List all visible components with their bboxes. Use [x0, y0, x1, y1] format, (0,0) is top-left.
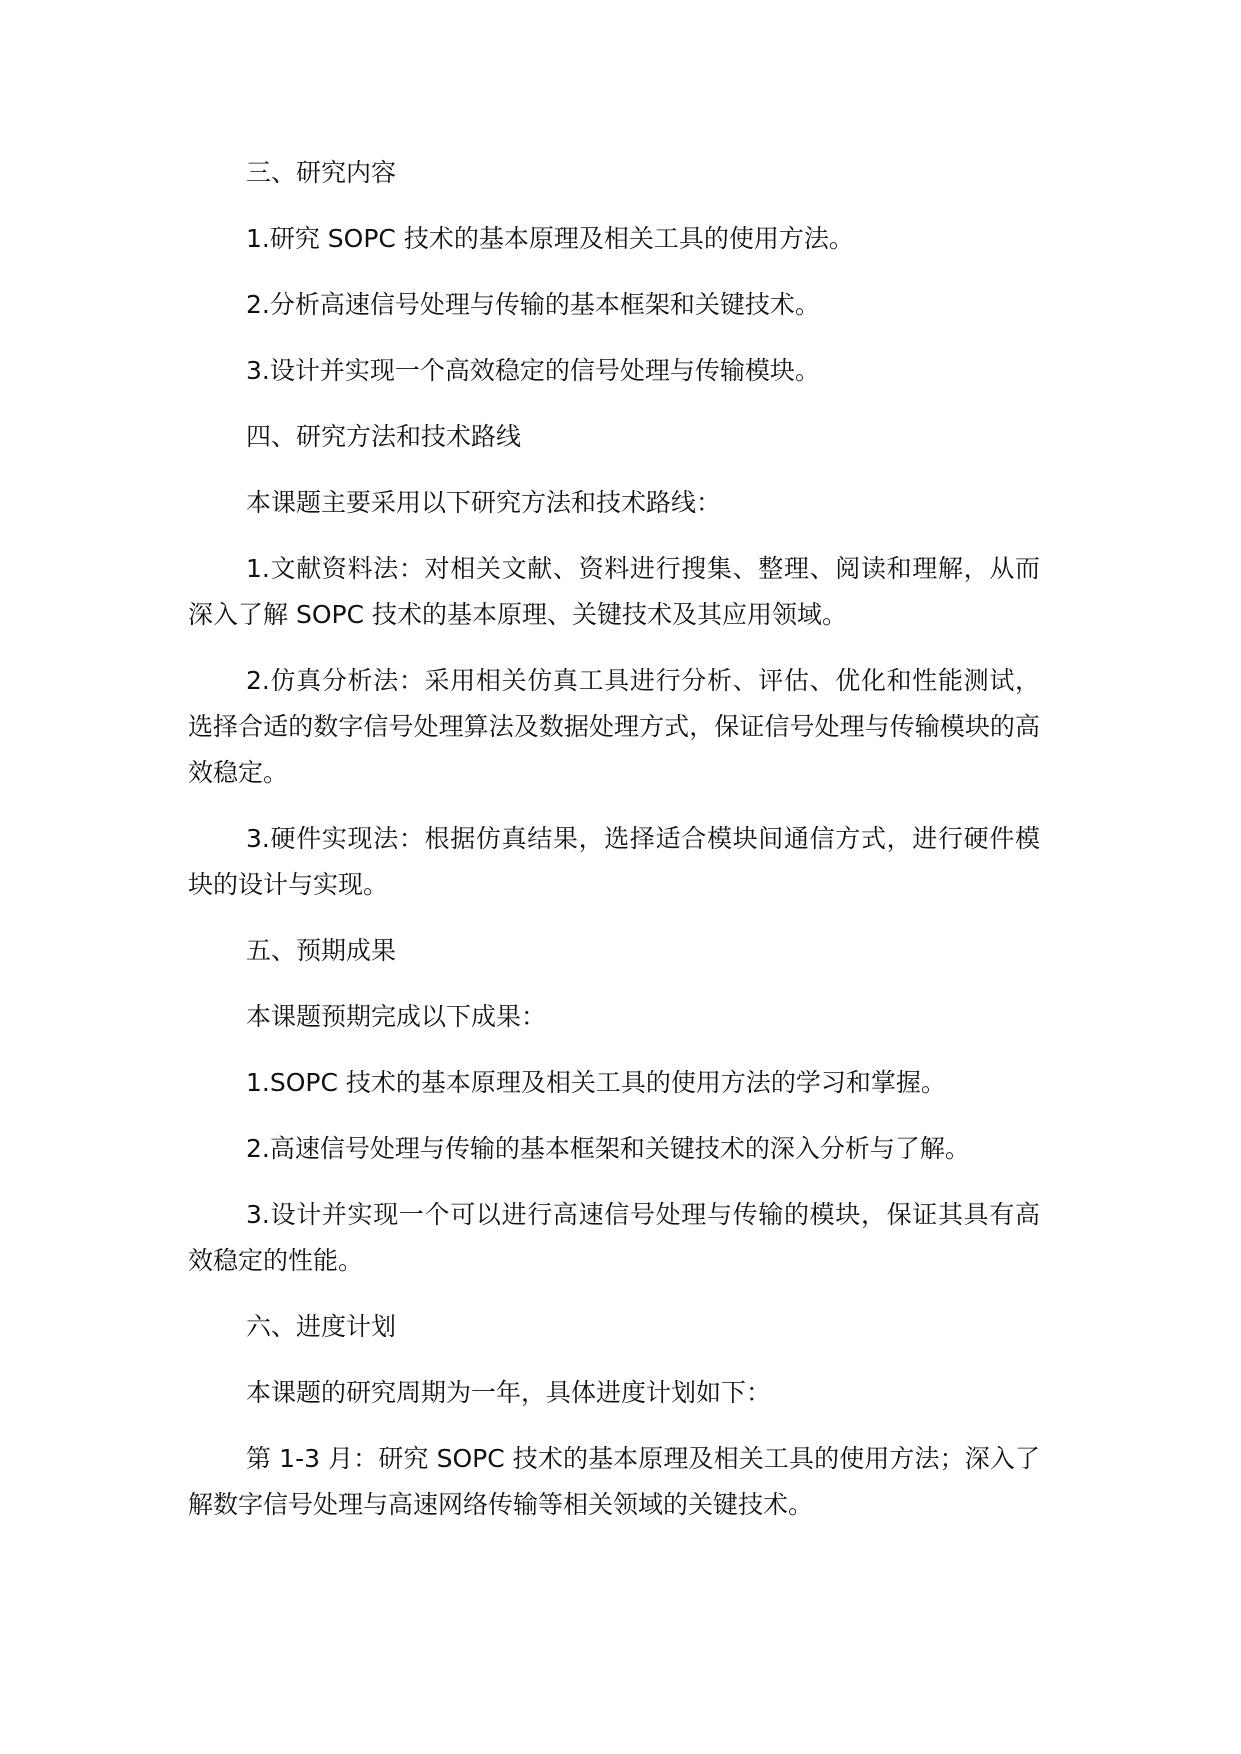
list-item: 3.设计并实现一个高效稳定的信号处理与传输模块。: [246, 356, 820, 385]
paragraph: 本课题主要采用以下研究方法和技术路线：: [246, 488, 722, 517]
schedule-item: 第 1-3 月：研究 SOPC 技术的基本原理及相关工具的使用方法；深入了解数字信号处理与高速网络传输等相关领域的关键技术。: [188, 1444, 1040, 1519]
list-item: 1.文献资料法：对相关文献、资料进行搜集、整理、阅读和理解，从而深入了解 SOPC 技术的基本原理、关键技术及其应用领域。: [188, 554, 1040, 629]
section-heading-schedule: 六、进度计划: [246, 1312, 397, 1341]
list-item: 3.设计并实现一个可以进行高速信号处理与传输的模块，保证其具有高效稳定的性能。: [188, 1200, 1040, 1275]
paragraph: 本课题预期完成以下成果：: [246, 1002, 547, 1031]
section-heading-research-content: 三、研究内容: [246, 158, 397, 187]
list-item: 1.SOPC 技术的基本原理及相关工具的使用方法的学习和掌握。: [246, 1068, 946, 1097]
section-heading-methods: 四、研究方法和技术路线: [246, 422, 522, 451]
paragraph: 本课题的研究周期为一年，具体进度计划如下：: [246, 1378, 772, 1407]
list-item: 2.仿真分析法：采用相关仿真工具进行分析、评估、优化和性能测试，选择合适的数字信号处理算法及数据处理方式，保证信号处理与传输模块的高效稳定。: [188, 666, 1040, 787]
list-item: 2.高速信号处理与传输的基本框架和关键技术的深入分析与了解。: [246, 1134, 970, 1163]
list-item: 3.硬件实现法：根据仿真结果，选择适合模块间通信方式，进行硬件模块的设计与实现。: [188, 824, 1040, 899]
section-heading-expected-results: 五、预期成果: [246, 936, 397, 965]
list-item: 1.研究 SOPC 技术的基本原理及相关工具的使用方法。: [246, 224, 854, 253]
list-item: 2.分析高速信号处理与传输的基本框架和关键技术。: [246, 290, 820, 319]
document-body: [188, 150, 1040, 1548]
